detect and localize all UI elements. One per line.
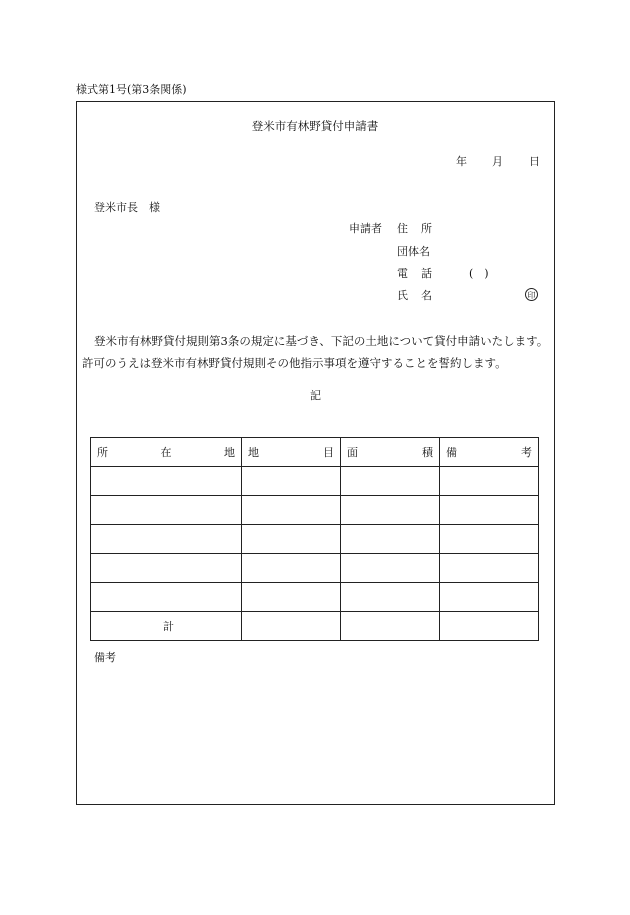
- cell-land-category[interactable]: [242, 496, 341, 525]
- cell-area[interactable]: [341, 525, 440, 554]
- cell-remarks[interactable]: [440, 583, 539, 612]
- address-label-char2: 所: [421, 222, 432, 235]
- phone-area-code-parens: ( ): [469, 267, 489, 280]
- total-land-category[interactable]: [242, 612, 341, 641]
- header-remarks: 備 考: [440, 438, 539, 467]
- document-title: 登米市有林野貸付申請書: [251, 119, 379, 133]
- cell-location[interactable]: [91, 467, 242, 496]
- cell-land-category[interactable]: [242, 467, 341, 496]
- address-label-char1: 住: [397, 222, 408, 235]
- date-month-label: 月: [492, 155, 503, 168]
- name-label-char2: 名: [421, 289, 432, 302]
- cell-land-category[interactable]: [242, 554, 341, 583]
- phone-label-char1: 電: [397, 267, 408, 280]
- cell-remarks[interactable]: [440, 554, 539, 583]
- cell-area[interactable]: [341, 467, 440, 496]
- table-row: [91, 525, 539, 554]
- body-text-line1: 登米市有林野貸付規則第3条の規定に基づき、下記の土地について貸付申請いたします。: [94, 334, 549, 348]
- form-number-label: 様式第1号(第3条関係): [76, 83, 187, 96]
- ki-heading: 記: [310, 389, 321, 402]
- date-year-label: 年: [456, 155, 467, 168]
- total-label: 計: [91, 612, 242, 641]
- cell-area[interactable]: [341, 583, 440, 612]
- addressee: 登米市長 様: [94, 201, 160, 214]
- cell-land-category[interactable]: [242, 583, 341, 612]
- cell-remarks[interactable]: [440, 525, 539, 554]
- header-land-category: 地 目: [242, 438, 341, 467]
- cell-location[interactable]: [91, 525, 242, 554]
- cell-area[interactable]: [341, 496, 440, 525]
- body-text-line2: 許可のうえは登米市有林野貸付規則その他指示事項を遵守することを誓約します。: [82, 356, 507, 370]
- land-table: [90, 437, 539, 641]
- table-row: [91, 467, 539, 496]
- remarks-label: 備考: [94, 651, 116, 664]
- cell-location[interactable]: [91, 496, 242, 525]
- total-area[interactable]: [341, 612, 440, 641]
- date-day-label: 日: [529, 155, 540, 168]
- header-area: 面 積: [341, 438, 440, 467]
- applicant-label: 申請者: [349, 222, 382, 235]
- name-label-char1: 氏: [397, 289, 408, 302]
- organization-label: 団体名: [397, 245, 430, 258]
- cell-area[interactable]: [341, 554, 440, 583]
- cell-remarks[interactable]: [440, 467, 539, 496]
- phone-label-char2: 話: [421, 267, 432, 280]
- seal-mark: 印: [525, 288, 538, 301]
- table-row: [91, 496, 539, 525]
- table-row: [91, 554, 539, 583]
- cell-location[interactable]: [91, 554, 242, 583]
- table-total-row: [91, 612, 539, 641]
- header-location: 所 在 地: [91, 438, 242, 467]
- cell-location[interactable]: [91, 583, 242, 612]
- total-remarks[interactable]: [440, 612, 539, 641]
- table-row: [91, 583, 539, 612]
- cell-remarks[interactable]: [440, 496, 539, 525]
- cell-land-category[interactable]: [242, 525, 341, 554]
- table-header-row: [91, 438, 539, 467]
